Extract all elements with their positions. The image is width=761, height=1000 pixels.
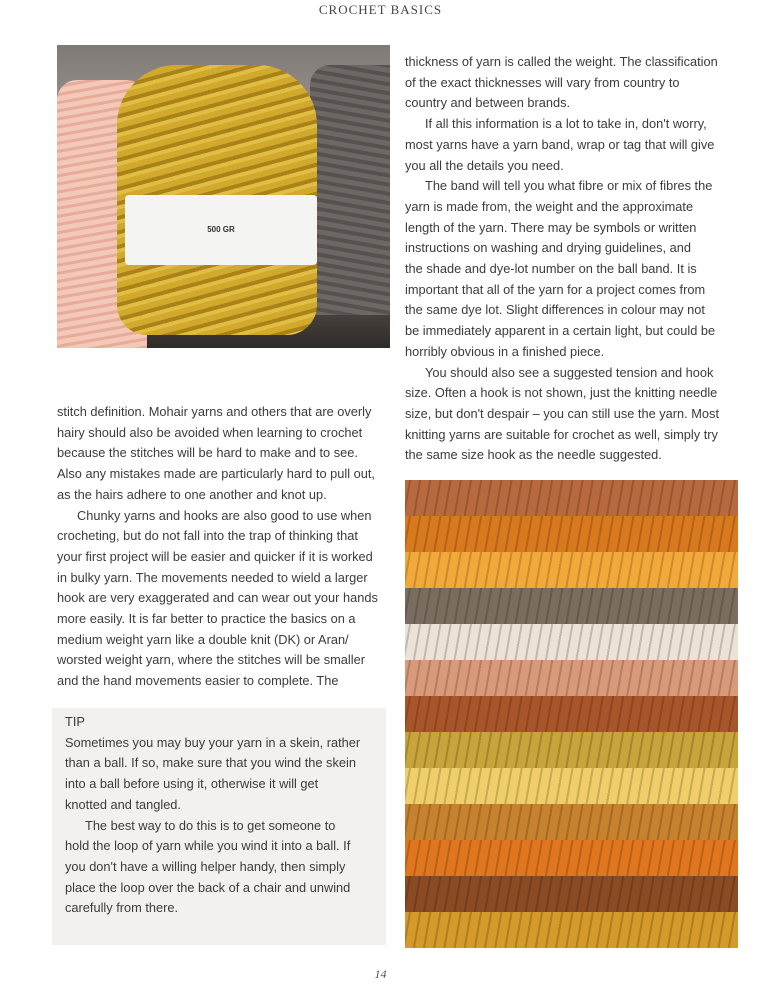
text-line: of the exact thicknesses will vary from country to (405, 74, 680, 90)
text-line: stitch definition. Mohair yarns and others that are overly (57, 404, 372, 419)
running-header: CROCHET BASICS (318, 2, 443, 17)
text-line: the shade and dye-lot number on the ball band. It is (405, 261, 697, 277)
yarn-skeins-photo (405, 480, 738, 948)
left-column-text (57, 402, 390, 692)
grey-yarn-cone (310, 65, 390, 315)
text-line: you all the details you need. (405, 157, 564, 173)
text-line: most yarns have a yarn band, wrap or tag that will give (405, 136, 715, 152)
yarn-skein (405, 516, 738, 552)
tip-box (52, 708, 386, 945)
tip-title: TIP (65, 714, 85, 729)
yarn-skein (405, 912, 738, 948)
text-line: than a ball. If so, make sure that you wind the skein (65, 755, 356, 771)
text-line: the same dye lot. Slight differences in colour may not (405, 302, 705, 318)
text-line: length of the yarn. There may be symbols or written (405, 219, 697, 235)
text-line: medium weight yarn like a double knit (DK) or Aran/ (57, 631, 349, 647)
text-line: crocheting, but do not fall into the trap of thinking that (57, 528, 358, 544)
text-line: into a ball before using it, otherwise it will get (65, 776, 319, 792)
text-line: be immediately apparent in a certain light, but could be (405, 323, 716, 339)
text-line: the same size hook as the needle suggested. (405, 447, 662, 463)
text-line: hook are very exaggerated and can wear out your hands (57, 590, 378, 606)
text-line: and the hand movements easier to complete. The (57, 673, 339, 689)
yarn-skein (405, 732, 738, 768)
text-line: place the loop over the back of a chair and unwind (65, 879, 351, 895)
yarn-skein (405, 768, 738, 804)
text-line: thickness of yarn is called the weight. The classification (405, 54, 718, 69)
text-line: horribly obvious in a finished piece. (405, 343, 605, 359)
yarn-skein (405, 588, 738, 624)
text-line: Chunky yarns and hooks are also good to use when (77, 507, 372, 523)
yarn-skein (405, 624, 738, 660)
text-line: You should also see a suggested tension and hook (425, 364, 714, 380)
text-line: carefully from there. (65, 900, 179, 916)
text-line: more easily. It is far better to practice the basics on a (57, 611, 356, 627)
text-line: Sometimes you may buy your yarn in a skein, rather (65, 734, 361, 750)
yarn-skein (405, 876, 738, 912)
text-line: The best way to do this is to get someone to (85, 817, 336, 833)
text-line: If all this information is a lot to take in, don't worry, (425, 116, 707, 132)
text-line: size, but don't despair – you can still use the yarn. Most (405, 405, 719, 421)
page-number: 14 (374, 967, 387, 981)
text-line: hold the loop of yarn while you wind it into a ball. If (65, 838, 351, 854)
text-line: yarn is made from, the weight and the approximate (405, 198, 694, 214)
yarn-skein (405, 480, 738, 516)
text-line: Also any mistakes made are particularly hard to pull out, (57, 466, 375, 482)
text-line: The band will tell you what fibre or mix of fibres the (425, 178, 713, 194)
yarn-skein (405, 696, 738, 732)
yarn-cones-photo (57, 45, 390, 348)
text-line: because the stitches will be hard to make and to see. (57, 445, 358, 461)
text-line: in bulky yarn. The movements needed to wield a larger (57, 569, 368, 585)
yarn-skein (405, 840, 738, 876)
text-line: important that all of the yarn for a project comes from (405, 281, 706, 297)
text-line: country and between brands. (405, 95, 571, 111)
text-line: size. Often a hook is not shown, just the knitting needle (405, 385, 718, 401)
text-line: knitting yarns are suitable for crochet as well, simply try (405, 426, 718, 442)
text-line: knotted and tangled. (65, 796, 181, 812)
text-line: as the hairs adhere to one another and knot up. (57, 486, 327, 502)
text-line: you don't have a willing helper handy, then simply (65, 858, 346, 874)
text-line: instructions on washing and drying guidelines, and (405, 240, 691, 256)
yarn-skein (405, 804, 738, 840)
yarn-skein (405, 552, 738, 588)
text-line: your first project will be easier and quicker if it is worked (57, 548, 373, 564)
yarn-band-label: 500 GR (125, 195, 317, 265)
text-line: hairy should also be avoided when learning to crochet (57, 424, 363, 440)
yarn-skein (405, 660, 738, 696)
text-line: worsted weight yarn, where the stitches will be smaller (57, 652, 365, 668)
right-column-text (405, 52, 745, 466)
